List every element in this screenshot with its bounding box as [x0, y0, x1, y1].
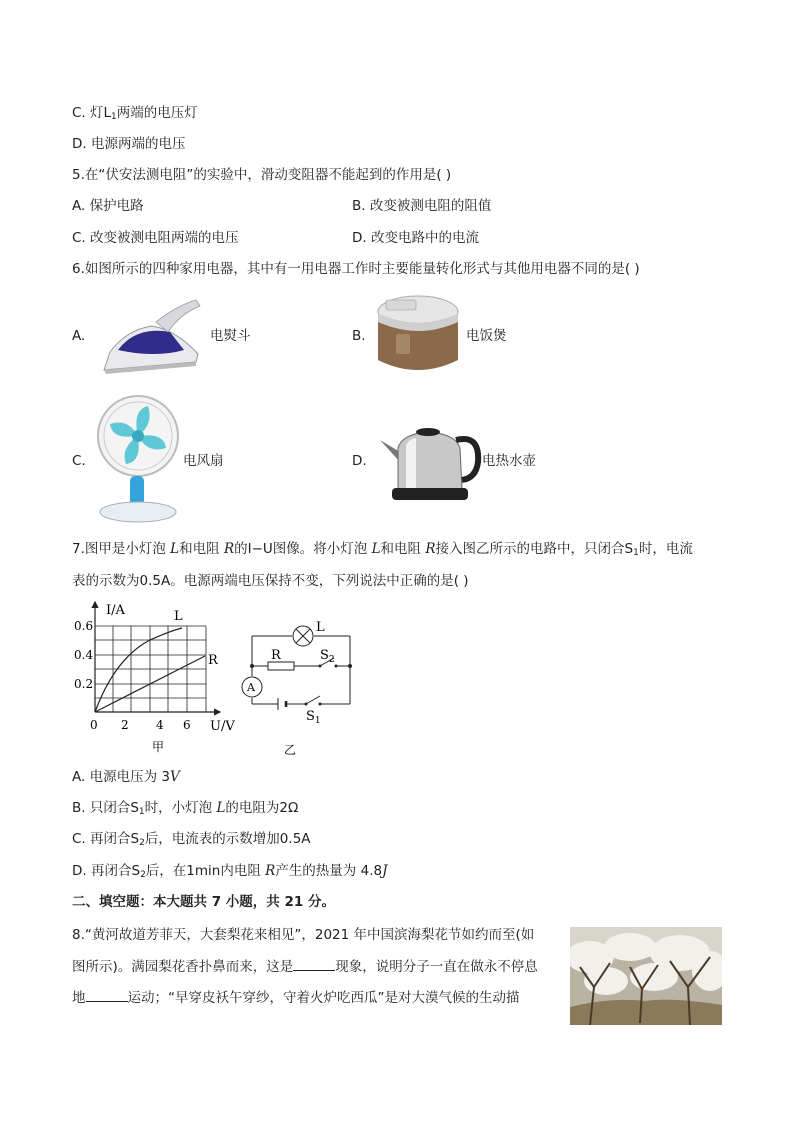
ammeter-label: A [247, 681, 255, 694]
q5-option-d: D. 改变电路中的电流 [352, 230, 479, 246]
fill-blank[interactable] [86, 989, 128, 1002]
x-tick: 0 [90, 718, 98, 732]
lamp-label: L [316, 620, 325, 635]
fill-blank[interactable] [293, 958, 335, 971]
section-heading: 二、填空题：本大题共 7 小题，共 21 分。 [72, 894, 335, 910]
q8-line3: 地 运动；“早穿皮袄午穿纱，守着火炉吃西瓜”是对大漠气候的生动描 [72, 990, 520, 1006]
electric-kettle-image [376, 418, 482, 504]
resistor-symbol [268, 662, 294, 670]
q7-option-d: D. 再闭合$S_2$后，在1min内电阻 R产生的热量为 4.8J [72, 863, 388, 880]
q6-option-d-label: 电热水壶 [482, 453, 536, 469]
q6-option-a-label: 电熨斗 [210, 328, 251, 344]
pear-blossom-photo [570, 927, 722, 1025]
q5-option-b: B. 改变被测电阻的阻值 [352, 198, 492, 214]
q6-option-a-letter: A. [72, 328, 86, 344]
y-tick: 0.2 [74, 677, 94, 691]
q7-option-b: B. 只闭合$S_1$时，小灯泡 L的电阻为2Ω [72, 800, 299, 817]
q5-option-a: A. 保护电路 [72, 198, 144, 214]
rice-cooker-image [372, 290, 464, 380]
q5-option-c: C. 改变被测电阻两端的电压 [72, 230, 239, 246]
iron-image [96, 292, 204, 380]
q8-line2: 图所示)。满园梨花香扑鼻而来，这是 现象，说明分子一直在做永不停息 [72, 959, 538, 975]
q8-line1: 8.“黄河故道芳菲天，大套梨花来相见”，2021 年中国滨海梨花节如约而至(如 [72, 927, 535, 943]
q6-option-b-label: 电饭煲 [466, 328, 507, 344]
q6-option-b-letter: B. [352, 328, 366, 344]
circuit-caption: 乙 [284, 743, 297, 757]
q5-stem: 5.在“伏安法测电阻”的实验中，滑动变阻器不能起到的作用是( ) [72, 167, 452, 183]
iu-graph [70, 598, 250, 758]
switch2-label: $S_2$ [320, 648, 335, 665]
x-axis-label: U/V [210, 719, 235, 734]
y-axis-label: I/A [106, 603, 125, 618]
q6-stem: 6.如图所示的四种家用电器，其中有一用电器工作时主要能量转化形式与其他用电器不同的是( ) [72, 261, 640, 277]
x-tick: 6 [183, 718, 191, 732]
x-tick: 4 [156, 718, 164, 732]
y-tick: 0.6 [74, 619, 94, 633]
y-tick: 0.4 [74, 648, 94, 662]
q7-option-c: C. 再闭合$S_2$后，电流表的示数增加0.5A [72, 831, 311, 848]
q7-option-a: A. 电源电压为 3V [72, 769, 180, 785]
curve-l-label: L [174, 609, 183, 624]
graph-grid [95, 626, 206, 712]
x-tick: 2 [121, 718, 129, 732]
circuit-diagram [236, 614, 366, 760]
curve-l [95, 628, 182, 712]
switch1-label: $S_1$ [306, 709, 321, 726]
q6-option-c-label: 电风扇 [183, 453, 224, 469]
q6-option-d-letter: D. [352, 453, 367, 469]
q4-option-c: C. 灯$L_1$两端的电压灯 [72, 105, 198, 122]
q7-stem-line1: 7.图甲是小灯泡 L和电阻 R的I−U图像。将小灯泡 L和电阻 R接入图乙所示的电路中，只闭合$S_1$时，电流 [72, 541, 693, 558]
electric-fan-image [92, 392, 184, 528]
resistor-label: R [271, 648, 281, 663]
q7-stem-line2: 表的示数为0.5A。电源两端电压保持不变，下列说法中正确的是( ) [72, 573, 469, 589]
curve-r-label: R [208, 653, 218, 668]
q6-option-c-letter: C. [72, 453, 86, 469]
q4-option-d: D. 电源两端的电压 [72, 136, 186, 152]
graph-caption: 甲 [152, 740, 165, 754]
